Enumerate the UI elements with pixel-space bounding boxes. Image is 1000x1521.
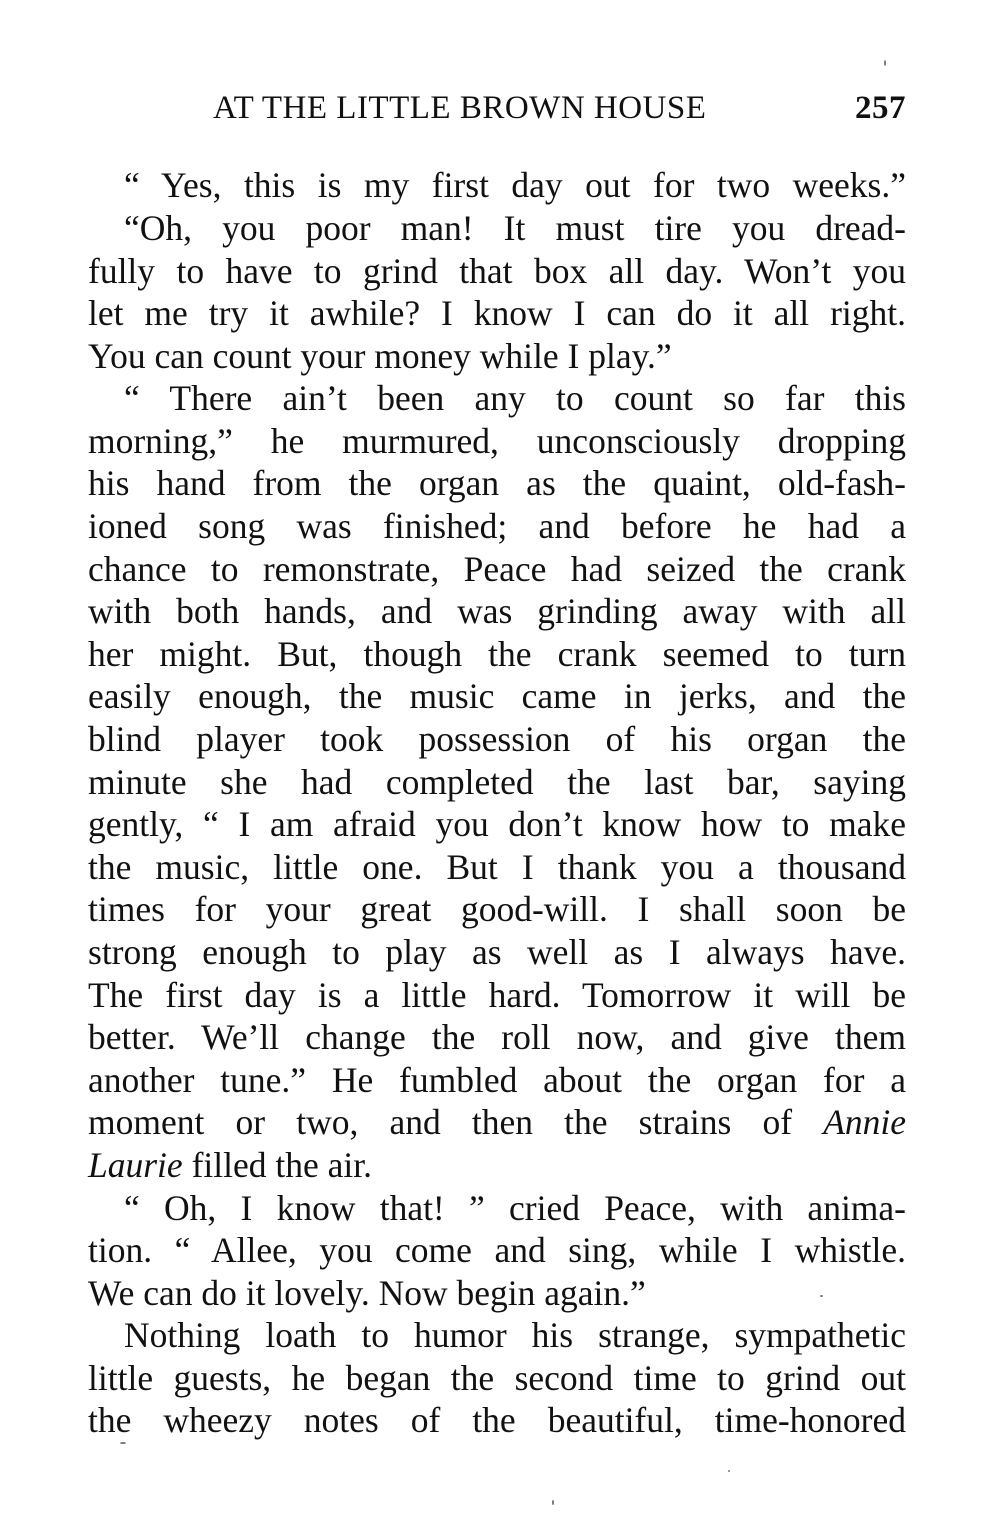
text-line: “ There ain’t been any to count so far this [124,378,906,418]
text-line: We can do it lovely. Now begin again.” [88,1273,646,1313]
text-line: You can count your money while I play.” [88,336,672,376]
running-header [88,86,906,130]
text-line: morning,” he murmured, unconsciously dropping [88,421,906,461]
scan-speck [820,1295,823,1297]
text-line: gently, “ I am afraid you don’t know how to make [88,804,906,844]
text-line: let me try it awhile? I know I can do it all right. [88,293,906,333]
text-line: times for your great good-will. I shall soon be [88,889,906,929]
text-line-tail: filled the air. [191,1145,372,1185]
text-line: another tune.” He fumbled about the organ for a [88,1060,906,1100]
text-line: ioned song was finished; and before he had a [88,506,906,546]
text-line [88,1101,906,1144]
text-line: with both hands, and was grinding away with all [88,591,906,631]
text-line: his hand from the organ as the quaint, old-fash- [88,463,906,503]
text-line-lead: moment or two, and then the strains of [88,1102,793,1142]
page-number: 257 [855,90,906,126]
scan-speck [120,1442,126,1444]
text-line: the wheezy notes of the beautiful, time-honored [88,1400,906,1440]
text-line: her might. But, though the crank seemed to turn [88,634,906,674]
text-line: “ Yes, this is my first day out for two weeks.” [124,165,906,205]
running-title: AT THE LITTLE BROWN HOUSE [213,90,707,126]
text-line [88,1144,906,1187]
text-line: fully to have to grind that box all day. Won’t you [88,251,906,291]
text-line: blind player took possession of his organ the [88,719,906,759]
text-line: better. We’ll change the roll now, and give them [88,1017,906,1057]
song-title-part-1: Annie [823,1102,907,1142]
text-line: tion. “ Allee, you come and sing, while I whistle. [88,1230,906,1270]
text-line: strong enough to play as well as I always have. [88,932,906,972]
text-line: easily enough, the music came in jerks, and the [88,676,906,716]
text-line: The first day is a little hard. Tomorrow it will be [88,975,906,1015]
text-line: “Oh, you poor man! It must tire you dread- [124,208,906,248]
text-line: chance to remonstrate, Peace had seized the crank [88,549,906,589]
text-line: Nothing loath to humor his strange, sympathetic [124,1315,906,1355]
scan-speck [884,60,886,66]
text-line: the music, little one. But I thank you a thousand [88,847,906,887]
text-line: “ Oh, I know that! ” cried Peace, with anima- [124,1188,906,1228]
scan-speck [552,1500,554,1505]
scan-speck [728,1470,730,1472]
text-line: little guests, he began the second time to grind out [88,1358,906,1398]
text-line: minute she had completed the last bar, saying [88,762,906,802]
song-title-part-2: Laurie [88,1145,183,1185]
